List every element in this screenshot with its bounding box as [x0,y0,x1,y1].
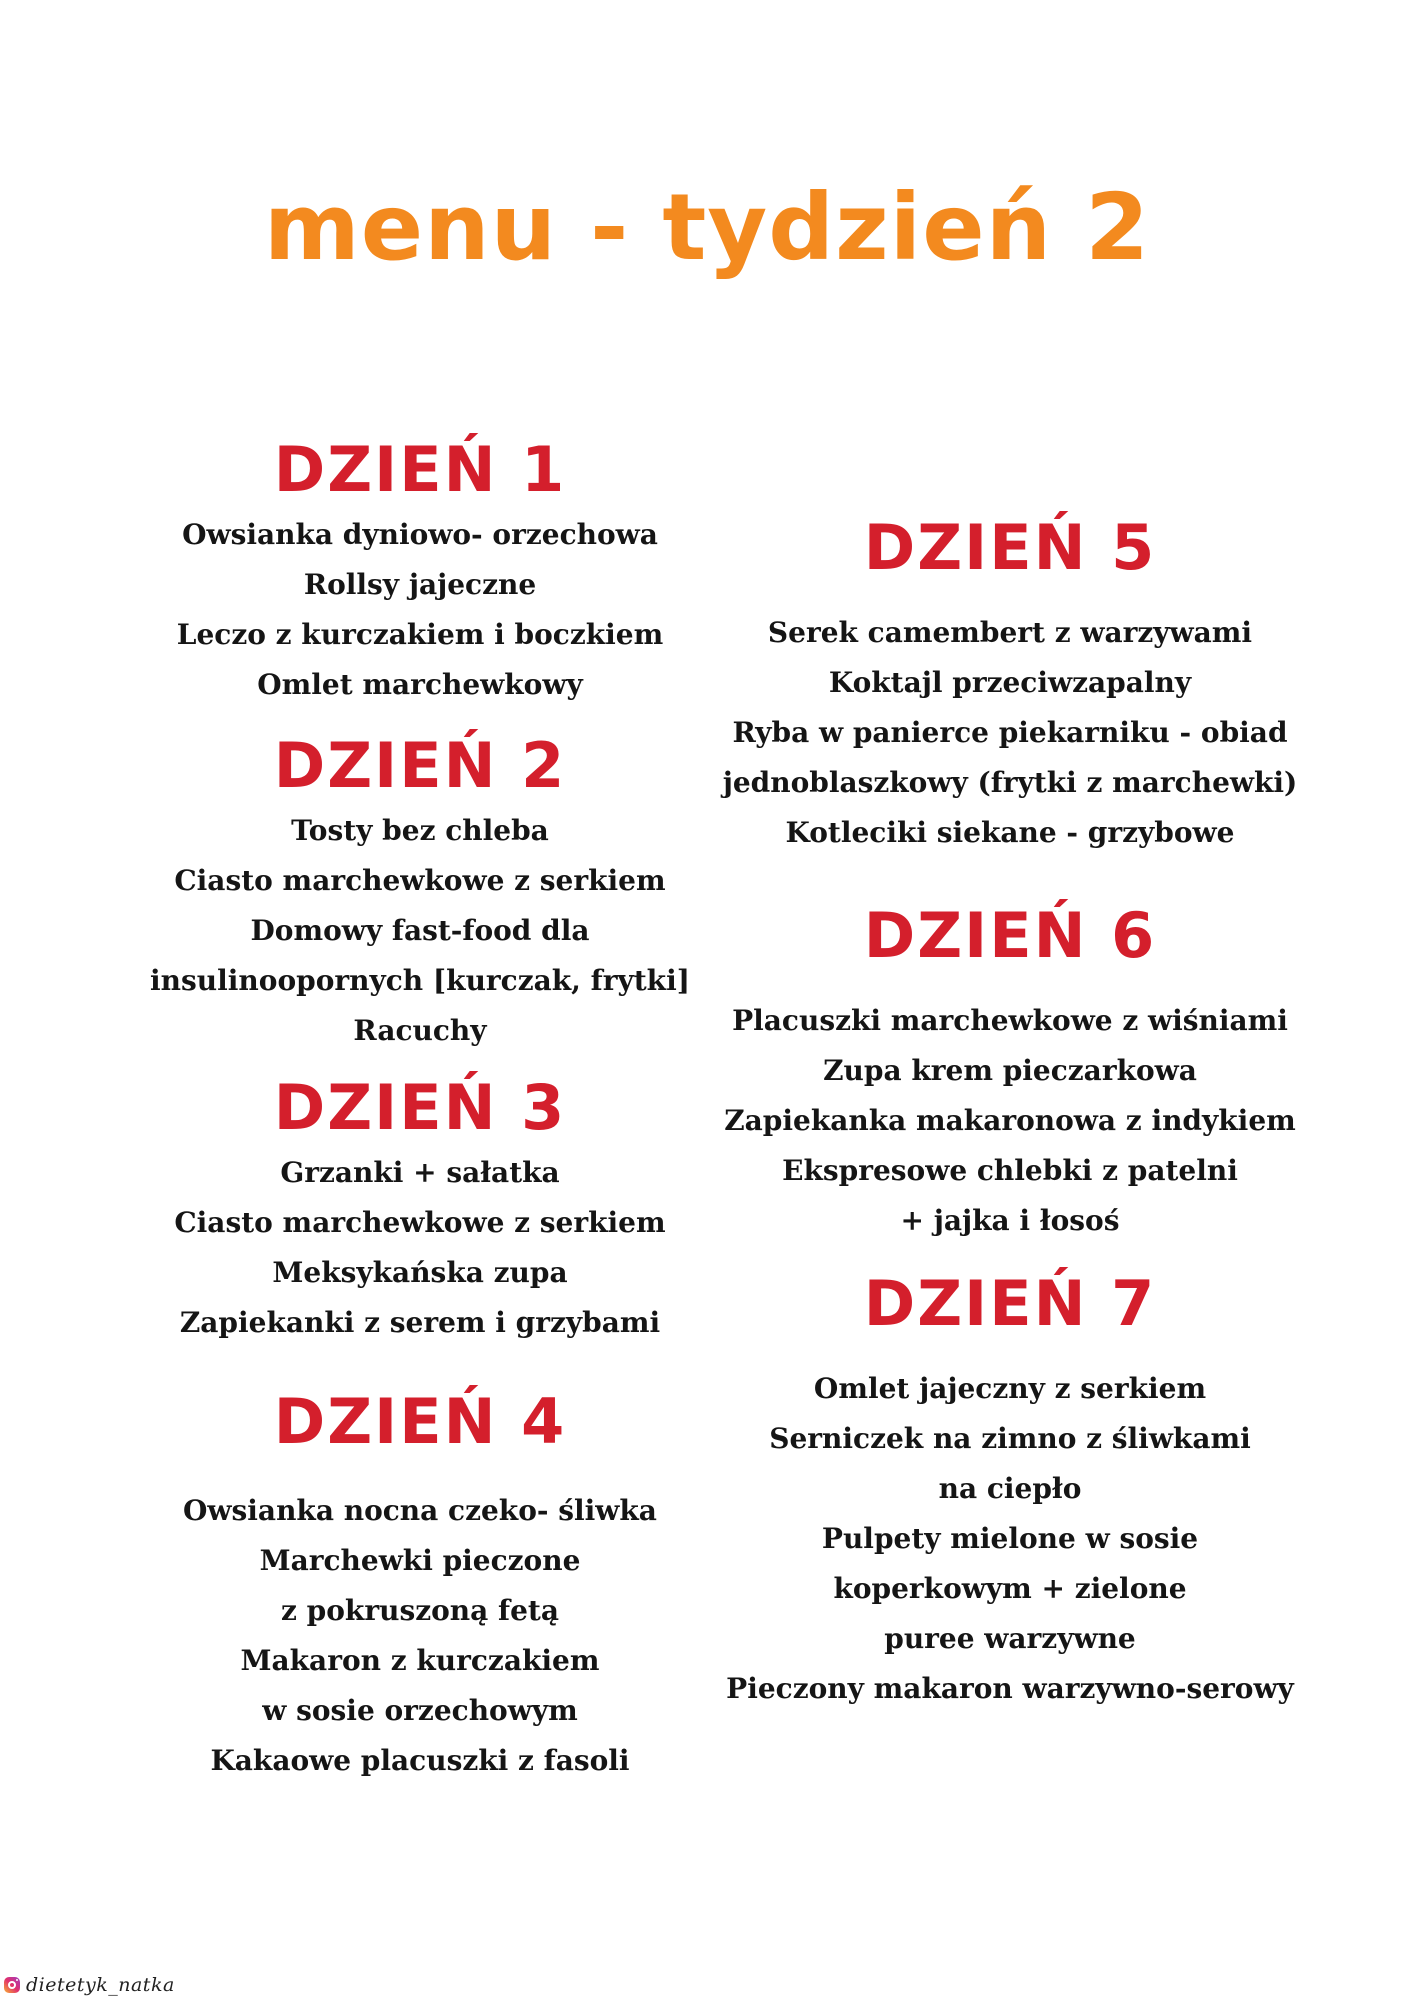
instagram-handle: dietetyk_natka [26,1974,175,1996]
meal-item: Meksykańska zupa [272,1256,568,1289]
meal-item: jednoblaszkowy (frytki z marchewki) [722,766,1298,799]
meal-item: Placuszki marchewkowe z wiśniami [732,1004,1288,1037]
meal-item: Pulpety mielone w sosie [821,1522,1199,1555]
day-heading: DZIEŃ 1 [273,433,567,506]
day-heading: DZIEŃ 6 [863,899,1157,972]
meal-list [130,1148,710,1348]
meal-list [130,806,710,1056]
meal-item: Pieczony makaron warzywno-serowy [726,1672,1294,1705]
meal-item: Kakaowe placuszki z fasoli [210,1744,630,1777]
meal-item: Owsianka nocna czeko- śliwka [183,1494,657,1527]
meal-item: Grzanki + sałatka [280,1156,560,1189]
meal-item: Leczo z kurczakiem i boczkiem [176,618,664,651]
meal-item: Racuchy [353,1014,487,1047]
page-title: menu - tydzień 2 [263,174,1151,281]
meal-item: Makaron z kurczakiem [240,1644,600,1677]
day-heading: DZIEŃ 5 [863,511,1157,584]
meal-item: puree warzywne [884,1622,1136,1655]
meal-item: Tosty bez chleba [291,814,549,847]
footer-credit [4,1974,175,1996]
meal-list [710,608,1310,858]
meal-item: Ciasto marchewkowe z serkiem [174,1206,666,1239]
day-heading: DZIEŃ 3 [273,1071,567,1144]
meal-item: Serek camembert z warzywami [767,616,1253,649]
day-2-section [130,726,710,1056]
meal-item: Ciasto marchewkowe z serkiem [174,864,666,897]
meal-item: Zapiekanka makaronowa z indykiem [724,1104,1296,1137]
day-heading: DZIEŃ 4 [273,1385,567,1458]
day-7-section [710,1264,1310,1714]
meal-item: Rollsy jajeczne [303,568,537,601]
meal-item: Owsianka dyniowo- orzechowa [182,518,658,551]
day-3-section [130,1068,710,1348]
meal-item: Koktajl przeciwzapalny [828,666,1192,699]
instagram-icon [4,1977,20,1993]
meal-item: Domowy fast-food dla [250,914,590,947]
day-heading: DZIEŃ 2 [273,729,567,802]
meal-list [130,510,710,710]
day-heading: DZIEŃ 7 [863,1267,1157,1340]
meal-list [710,996,1310,1246]
day-5-section [710,508,1310,858]
meal-item: Ekspresowe chlebki z patelni [782,1154,1238,1187]
meal-item: insulinoopornych [kurczak, frytki] [150,964,690,997]
day-6-section [710,896,1310,1246]
meal-item: Omlet marchewkowy [257,668,583,701]
meal-item: na ciepło [938,1472,1082,1505]
meal-item: + jajka i łosoś [900,1204,1120,1237]
meal-item: Omlet jajeczny z serkiem [813,1372,1207,1405]
meal-item: Zapiekanki z serem i grzybami [179,1306,661,1339]
day-4-section [130,1382,710,1786]
meal-item: Kotleciki siekane - grzybowe [785,816,1235,849]
meal-list [130,1486,710,1786]
meal-item: Ryba w panierce piekarniku - obiad [732,716,1288,749]
meal-item: w sosie orzechowym [262,1694,578,1727]
meal-item: Zupa krem pieczarkowa [823,1054,1197,1087]
meal-list [710,1364,1310,1714]
meal-item: z pokruszoną fetą [281,1594,559,1627]
meal-item: Serniczek na zimno z śliwkami [769,1422,1251,1455]
meal-item: Marchewki pieczone [259,1544,581,1577]
meal-item: koperkowym + zielone [833,1572,1187,1605]
day-1-section [130,430,710,710]
